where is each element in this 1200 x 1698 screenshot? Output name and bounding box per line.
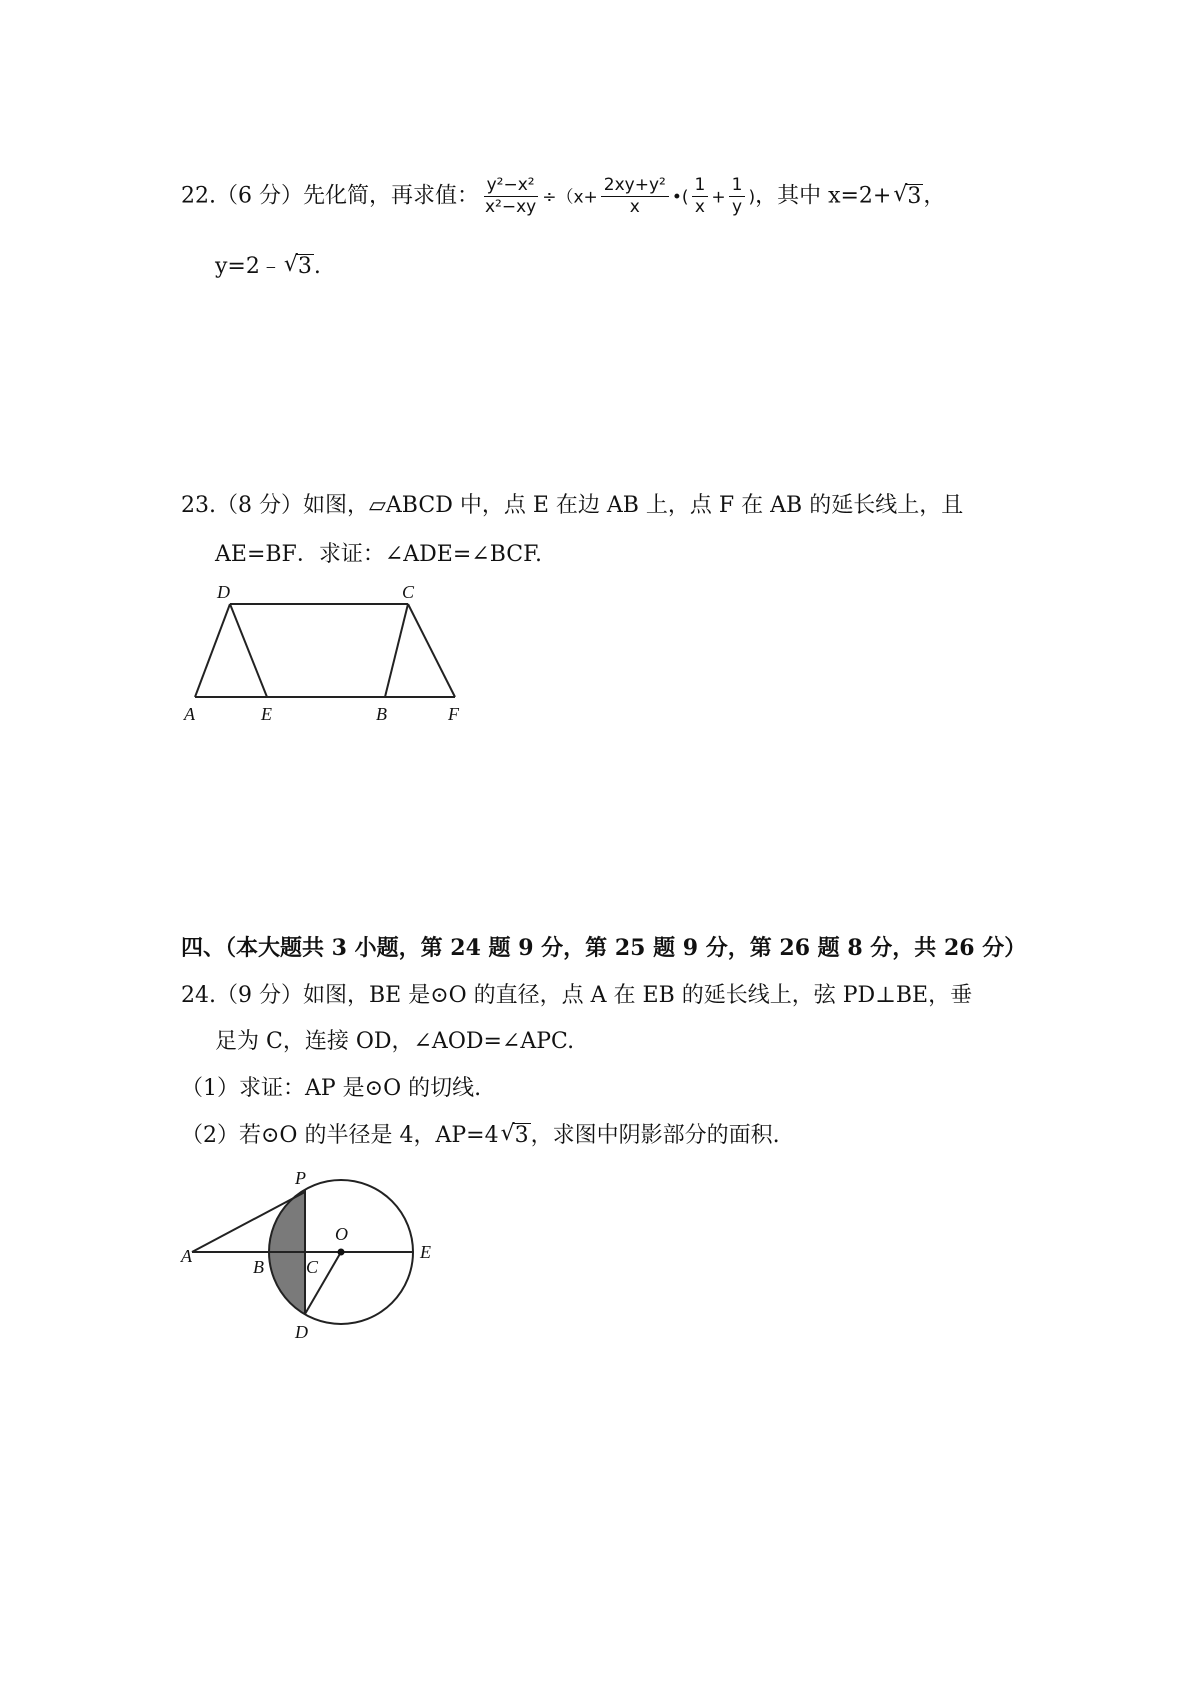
- label-a: A: [184, 704, 195, 724]
- q22-fraction-3: [692, 176, 709, 217]
- label-e: E: [420, 1242, 431, 1262]
- section-heading: 四、（本大题共 3 小题，第 24 题 9 分，第 25 题 9 分，第 26 题 8 分，共 26 分）: [181, 935, 1027, 961]
- q22-x-radicand: 3: [907, 183, 922, 209]
- q22-line1: [181, 176, 945, 217]
- figure-parallelogram: [180, 582, 480, 727]
- q22-open-paren-2: (: [681, 187, 689, 208]
- q24-part2-suffix: ，求图中阴影部分的面积.: [530, 1123, 780, 1148]
- q22-line2-prefix: y=2﹣: [215, 254, 282, 279]
- q22-frac4-numerator: 1: [729, 176, 746, 197]
- segment-cf: [408, 604, 455, 697]
- q22-frac1-denominator: x²−xy: [484, 197, 537, 217]
- q24-part2: [181, 1121, 780, 1151]
- radical-icon: √: [893, 181, 908, 207]
- q23-line1: 23.（8 分）如图，▱ABCD 中，点 E 在边 AB 上，点 F 在 AB 的延长线上，且: [181, 493, 964, 518]
- label-p: P: [295, 1168, 306, 1188]
- q22-frac2-numerator: 2xy+y²: [601, 176, 669, 197]
- q24-line2: 足为 C，连接 OD，∠AOD=∠APC.: [215, 1029, 575, 1054]
- q22-frac4-denominator: y: [731, 197, 743, 217]
- segment-ad: [195, 604, 230, 697]
- radical-icon: √: [500, 1121, 515, 1146]
- q22-y-radicand: 3: [297, 254, 312, 279]
- q22-close-paren: ): [748, 187, 756, 208]
- q22-div-sign: ÷: [542, 187, 557, 208]
- q22-frac2-denominator: x: [629, 197, 640, 217]
- label-d: D: [217, 582, 230, 602]
- q24-line1: 24.（9 分）如图，BE 是⊙O 的直径，点 A 在 EB 的延长线上，弦 PD⊥BE，垂: [181, 983, 973, 1008]
- q22-open-paren: （x+: [556, 187, 598, 208]
- q23-line2: AE=BF．求证：∠ADE=∠BCF.: [215, 542, 542, 567]
- q22-frac1-numerator: y²−x²: [484, 176, 538, 197]
- q22-line2: [215, 252, 321, 282]
- label-c: C: [306, 1257, 319, 1277]
- q22-fraction-1: [482, 176, 539, 217]
- label-a: A: [181, 1246, 192, 1266]
- q24-part1: （1）求证：AP 是⊙O 的切线.: [181, 1076, 482, 1101]
- label-o: O: [335, 1224, 348, 1244]
- q24-ap-sqrt: [501, 1121, 531, 1151]
- q22-suffix: ，其中 x=2+: [755, 183, 892, 209]
- q22-fraction-2: [601, 176, 669, 217]
- q22-line2-end: .: [313, 254, 321, 279]
- q22-x-end: ，: [923, 183, 946, 209]
- q22-prefix: 22.（6 分）先化简，再求值：: [181, 183, 479, 209]
- radical-icon: √: [283, 252, 298, 277]
- figure-circle-tangent: [178, 1165, 458, 1355]
- label-d: D: [295, 1322, 308, 1342]
- center-point: [338, 1249, 345, 1256]
- label-e: E: [261, 704, 272, 724]
- q24-part2-prefix: （2）若⊙O 的半径是 4，AP=4: [181, 1123, 499, 1148]
- q22-frac3-numerator: 1: [692, 176, 709, 197]
- label-b: B: [376, 704, 387, 724]
- q22-plus-sign: +: [711, 187, 726, 208]
- q24-ap-radicand: 3: [514, 1123, 529, 1148]
- segment-de: [230, 604, 267, 697]
- q22-frac3-denominator: x: [694, 197, 705, 217]
- q22-x-sqrt: [893, 182, 923, 212]
- q22-y-sqrt: [284, 252, 314, 282]
- q22-dot-sign: •: [671, 187, 682, 208]
- label-c: C: [402, 582, 415, 602]
- segment-bc: [385, 604, 408, 697]
- label-b: B: [253, 1257, 264, 1277]
- label-f: F: [448, 704, 459, 724]
- q22-fraction-4: [729, 176, 746, 217]
